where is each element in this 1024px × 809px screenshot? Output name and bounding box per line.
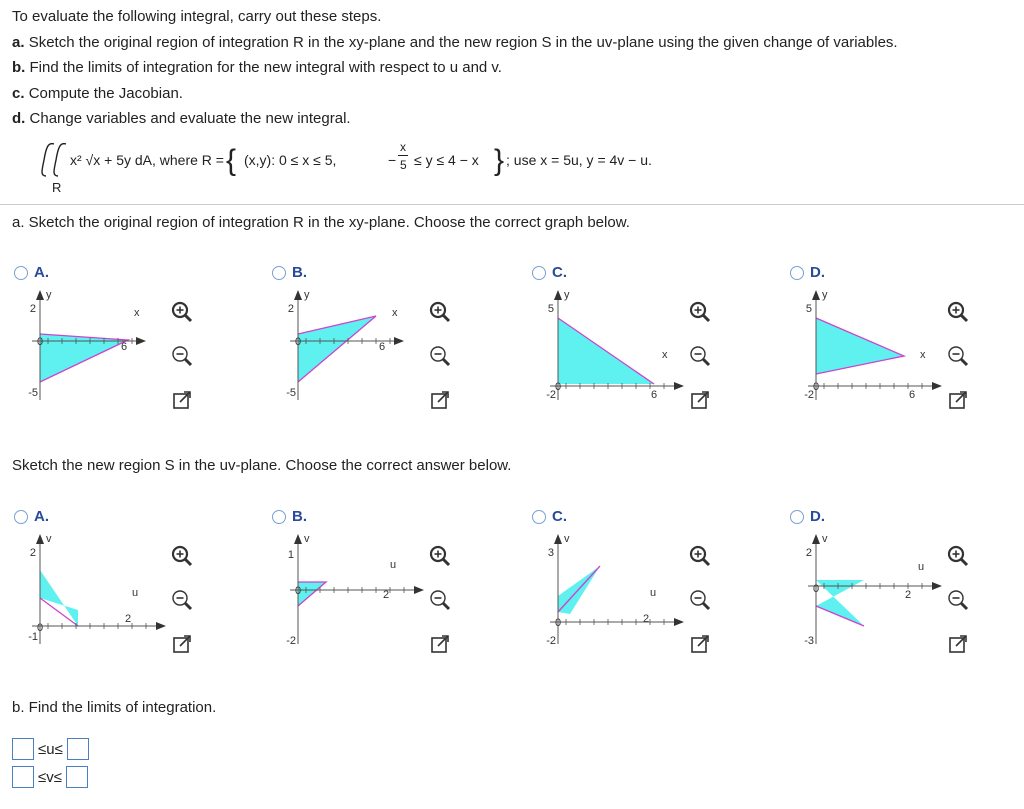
step-d (12, 110, 351, 127)
radio-button[interactable] (14, 266, 28, 280)
zoom-out-icon[interactable] (688, 588, 712, 612)
x-axis-arrow-icon (674, 618, 684, 626)
part-a-option-c[interactable] (532, 264, 567, 281)
minus-sign: − (388, 152, 397, 168)
x-axis-label: x (134, 307, 140, 319)
frac-numerator: x (400, 140, 406, 154)
y-axis-arrow-icon (36, 290, 44, 300)
popout-icon[interactable] (688, 632, 712, 656)
x-tick-label: 6 (378, 341, 386, 353)
zoom-out-icon[interactable] (428, 344, 452, 368)
region-fill (40, 570, 78, 626)
y-bottom-tick-label: -2 (286, 635, 296, 647)
y-bottom-tick-label: -2 (546, 635, 556, 647)
step-b (12, 59, 502, 76)
x-axis-label: u (918, 561, 925, 573)
radio-button[interactable] (790, 510, 804, 524)
popout-icon[interactable] (946, 388, 970, 412)
zoom-out-icon[interactable] (428, 588, 452, 612)
part-s-question: Sketch the new region S in the uv-plane. Choose the correct answer below. (12, 457, 512, 474)
y-top-tick-label: 2 (29, 547, 36, 559)
x-axis-label: x (920, 349, 926, 361)
y-axis-label: y (564, 289, 570, 301)
option-label: D. (810, 264, 825, 281)
option-label: C. (552, 264, 567, 281)
origin-label: 0 (36, 336, 44, 348)
part-a-question: a. Sketch the original region of integration R in the xy-plane. Choose the correct graph below. (12, 214, 630, 231)
option-label: B. (292, 508, 307, 525)
v-lower-input[interactable] (12, 766, 34, 788)
y-bottom-tick-label: -5 (28, 387, 38, 399)
x-axis-arrow-icon (932, 582, 942, 590)
zoom-in-icon[interactable] (688, 544, 712, 568)
zoom-in-icon[interactable] (428, 544, 452, 568)
zoom-out-icon[interactable] (688, 344, 712, 368)
y-axis-arrow-icon (294, 290, 302, 300)
zoom-out-icon[interactable] (170, 588, 194, 612)
y-bottom-tick-label: -1 (28, 631, 38, 643)
option-label: C. (552, 508, 567, 525)
zoom-out-icon[interactable] (946, 588, 970, 612)
y-axis-label: y (46, 289, 52, 301)
option-label: D. (810, 508, 825, 525)
y-top-tick-label: 2 (29, 303, 36, 315)
zoom-in-icon[interactable] (946, 300, 970, 324)
zoom-in-icon[interactable] (946, 544, 970, 568)
origin-label: 0 (294, 585, 302, 597)
y-top-tick-label: 1 (287, 549, 294, 561)
part-a-option-a[interactable] (14, 264, 49, 281)
y-top-tick-label: 2 (287, 303, 294, 315)
y-axis-arrow-icon (36, 534, 44, 544)
step-a-text: Sketch the original region of integration R in the xy-plane and the new region S in the uv-plane using the given change of variables. (28, 34, 898, 51)
y-axis-label: v (46, 533, 52, 545)
brace-open-icon: { (226, 144, 237, 177)
y-bottom-tick-label: -2 (546, 389, 556, 401)
y-axis-arrow-icon (554, 534, 562, 544)
radio-button[interactable] (272, 266, 286, 280)
y-axis-label: v (304, 533, 310, 545)
part-a-graph-b (286, 286, 426, 406)
integral-subscript: R (52, 180, 62, 195)
x-tick-label: 2 (382, 589, 390, 601)
region-def: (x,y): 0 ≤ x ≤ 5, (244, 152, 337, 168)
x-tick-label: 6 (650, 389, 658, 401)
u-inequality: ≤u≤ (38, 740, 63, 758)
x-axis-arrow-icon (156, 622, 166, 630)
y-axis-label: v (564, 533, 570, 545)
y-top-tick-label: 3 (547, 547, 554, 559)
popout-icon[interactable] (428, 632, 452, 656)
radio-button[interactable] (272, 510, 286, 524)
part-b-question: b. Find the limits of integration. (12, 699, 217, 716)
zoom-in-icon[interactable] (688, 300, 712, 324)
region-fill (816, 580, 864, 626)
x-axis-arrow-icon (674, 382, 684, 390)
x-axis-label: x (392, 307, 398, 319)
y-top-tick-label: 5 (805, 303, 812, 315)
origin-label: 0 (812, 583, 820, 595)
x-tick-label: 2 (904, 589, 912, 601)
radio-button[interactable] (532, 510, 546, 524)
origin-label: 0 (36, 622, 44, 634)
part-s-graph-c (546, 530, 686, 650)
change-of-variables: ; use x = 5u, y = 4v − u. (506, 152, 652, 168)
frac-denominator: 5 (400, 158, 407, 172)
zoom-out-icon[interactable] (946, 344, 970, 368)
x-axis-label: x (662, 349, 668, 361)
y-top-tick-label: 2 (805, 547, 812, 559)
y-axis-arrow-icon (812, 534, 820, 544)
part-s-graph-a (28, 530, 168, 650)
x-axis-arrow-icon (394, 337, 404, 345)
part-a-graph-a (28, 286, 168, 406)
zoom-in-icon[interactable] (170, 300, 194, 324)
x-tick-label: 6 (908, 389, 916, 401)
y-axis-arrow-icon (812, 290, 820, 300)
origin-label: 0 (294, 336, 302, 348)
region-edge (558, 566, 600, 612)
popout-icon[interactable] (428, 388, 452, 412)
step-c-letter: c. (12, 85, 25, 102)
part-a-graph-c (546, 286, 686, 406)
part-a-graph-d (804, 286, 944, 406)
x-axis-arrow-icon (932, 382, 942, 390)
part-a-option-b[interactable] (272, 264, 307, 281)
y-bottom-tick-label: -5 (286, 387, 296, 399)
y-axis-label: v (822, 533, 828, 545)
limits-row-u (12, 738, 89, 760)
integrand: x² √x + 5y dA, where R = (70, 152, 224, 168)
x-axis-label: u (390, 559, 397, 571)
zoom-in-icon[interactable] (170, 544, 194, 568)
step-c (12, 85, 183, 102)
step-c-text: Compute the Jacobian. (28, 85, 183, 102)
popout-icon[interactable] (688, 388, 712, 412)
u-upper-input[interactable] (67, 738, 89, 760)
u-lower-input[interactable] (12, 738, 34, 760)
part-s-graph-d (804, 530, 944, 650)
frac-bar (398, 155, 408, 156)
v-upper-input[interactable] (66, 766, 88, 788)
y-axis-label: y (822, 289, 828, 301)
y-axis-label: y (304, 289, 310, 301)
option-label: A. (34, 264, 49, 281)
x-axis-arrow-icon (414, 586, 424, 594)
y-axis-arrow-icon (554, 290, 562, 300)
zoom-in-icon[interactable] (428, 300, 452, 324)
part-a-option-d[interactable] (790, 264, 825, 281)
origin-label: 0 (554, 617, 562, 629)
part-s-option-d[interactable] (790, 508, 825, 525)
y-bottom-tick-label: -2 (804, 389, 814, 401)
radio-button[interactable] (790, 266, 804, 280)
bound-rest: ≤ y ≤ 4 − x (414, 152, 479, 168)
step-b-letter: b. (12, 59, 26, 76)
part-s-option-a[interactable] (14, 508, 49, 525)
y-bottom-tick-label: -3 (804, 635, 814, 647)
x-axis-arrow-icon (136, 337, 146, 345)
radio-button[interactable] (532, 266, 546, 280)
origin-label: 0 (554, 381, 562, 393)
y-axis-arrow-icon (294, 534, 302, 544)
limits-row-v (12, 766, 88, 788)
popout-icon[interactable] (946, 632, 970, 656)
brace-close-icon: } (494, 144, 505, 177)
x-tick-label: 2 (642, 613, 650, 625)
popout-icon[interactable] (170, 632, 194, 656)
step-b-text: Find the limits of integration for the new integral with respect to u and v. (29, 59, 502, 76)
part-s-option-b[interactable] (272, 508, 307, 525)
option-label: A. (34, 508, 49, 525)
option-label: B. (292, 264, 307, 281)
part-s-option-c[interactable] (532, 508, 567, 525)
step-d-text: Change variables and evaluate the new integral. (29, 110, 351, 127)
x-axis-label: u (650, 587, 657, 599)
x-tick-label: 6 (120, 341, 128, 353)
part-s-graph-b (286, 530, 426, 650)
step-a-letter: a. (12, 34, 25, 51)
x-axis-label: u (132, 587, 139, 599)
y-top-tick-label: 5 (547, 303, 554, 315)
origin-label: 0 (812, 381, 820, 393)
step-d-letter: d. (12, 110, 26, 127)
v-inequality: ≤v≤ (38, 768, 62, 786)
zoom-out-icon[interactable] (170, 344, 194, 368)
radio-button[interactable] (14, 510, 28, 524)
divider (0, 204, 1024, 205)
x-tick-label: 2 (124, 613, 132, 625)
step-a (12, 34, 898, 51)
intro-text: To evaluate the following integral, carry out these steps. (12, 8, 382, 25)
popout-icon[interactable] (170, 388, 194, 412)
